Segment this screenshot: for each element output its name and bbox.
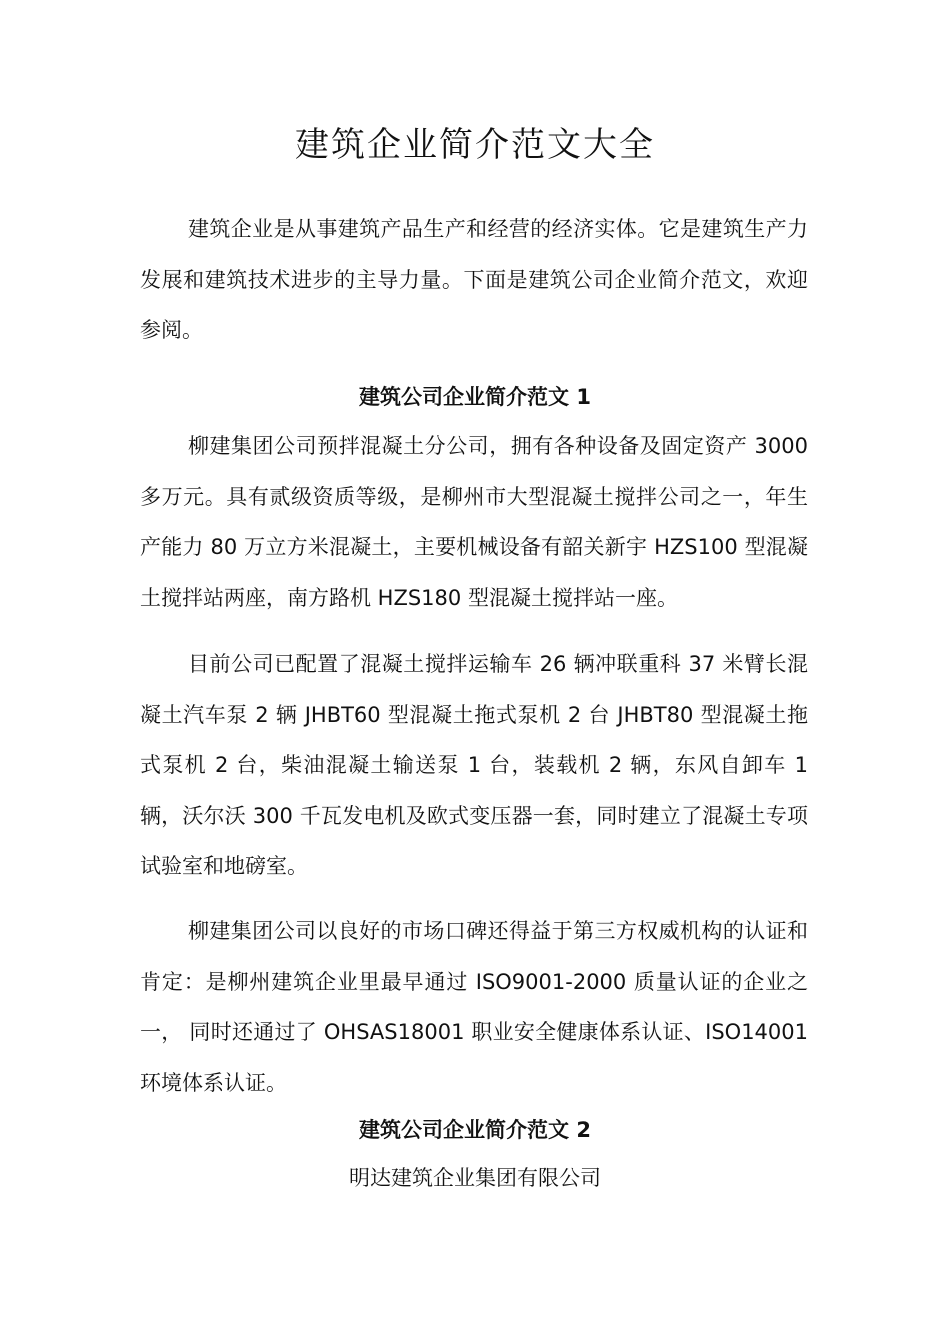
section-heading-1: 建筑公司企业简介范文 1 [359,385,591,409]
section-1-paragraph-2: 目前公司已配置了混凝土搅拌运输车 26 辆冲联重科 37 米臂长混凝土汽车泵 2 辆 JHBT60 型混凝土拖式泵机 2 台 JHBT80 型混凝土拖式泵机 2 台，柴油混凝土输送泵 1 台，装载机 2 辆，东风自卸车 1 辆，沃尔沃 300 千瓦发电机及欧式变压器一套，同时建立了混凝土专项试验室和地磅室。 [140,652,808,878]
intro-paragraph: 建筑企业是从事建筑产品生产和经营的经济实体。它是建筑生产力发展和建筑技术进步的主导力量。下面是建筑公司企业简介范文，欢迎参阅。 [140,217,808,342]
document-title: 建筑企业简介范文大全 [295,125,655,165]
section-1-paragraph-1: 柳建集团公司预拌混凝土分公司，拥有各种设备及固定资产 3000 多万元。具有贰级资质等级，是柳州市大型混凝土搅拌公司之一，年生产能力 80 万立方米混凝土，主要机械设备有韶关新宇 HZS100 型混凝土搅拌站两座，南方路机 HZS180 型混凝土搅拌站一座。 [140,434,808,610]
section-2-company-name: 明达建筑企业集团有限公司 [349,1166,601,1190]
section-heading-2: 建筑公司企业简介范文 2 [359,1118,591,1142]
section-1-paragraph-3: 柳建集团公司以良好的市场口碑还得益于第三方权威机构的认证和肯定：是柳州建筑企业里最早通过 ISO9001-2000 质量认证的企业之一， 同时还通过了 OHSAS18001 职业安全健康体系认证、ISO14001 环境体系认证。 [140,919,808,1095]
